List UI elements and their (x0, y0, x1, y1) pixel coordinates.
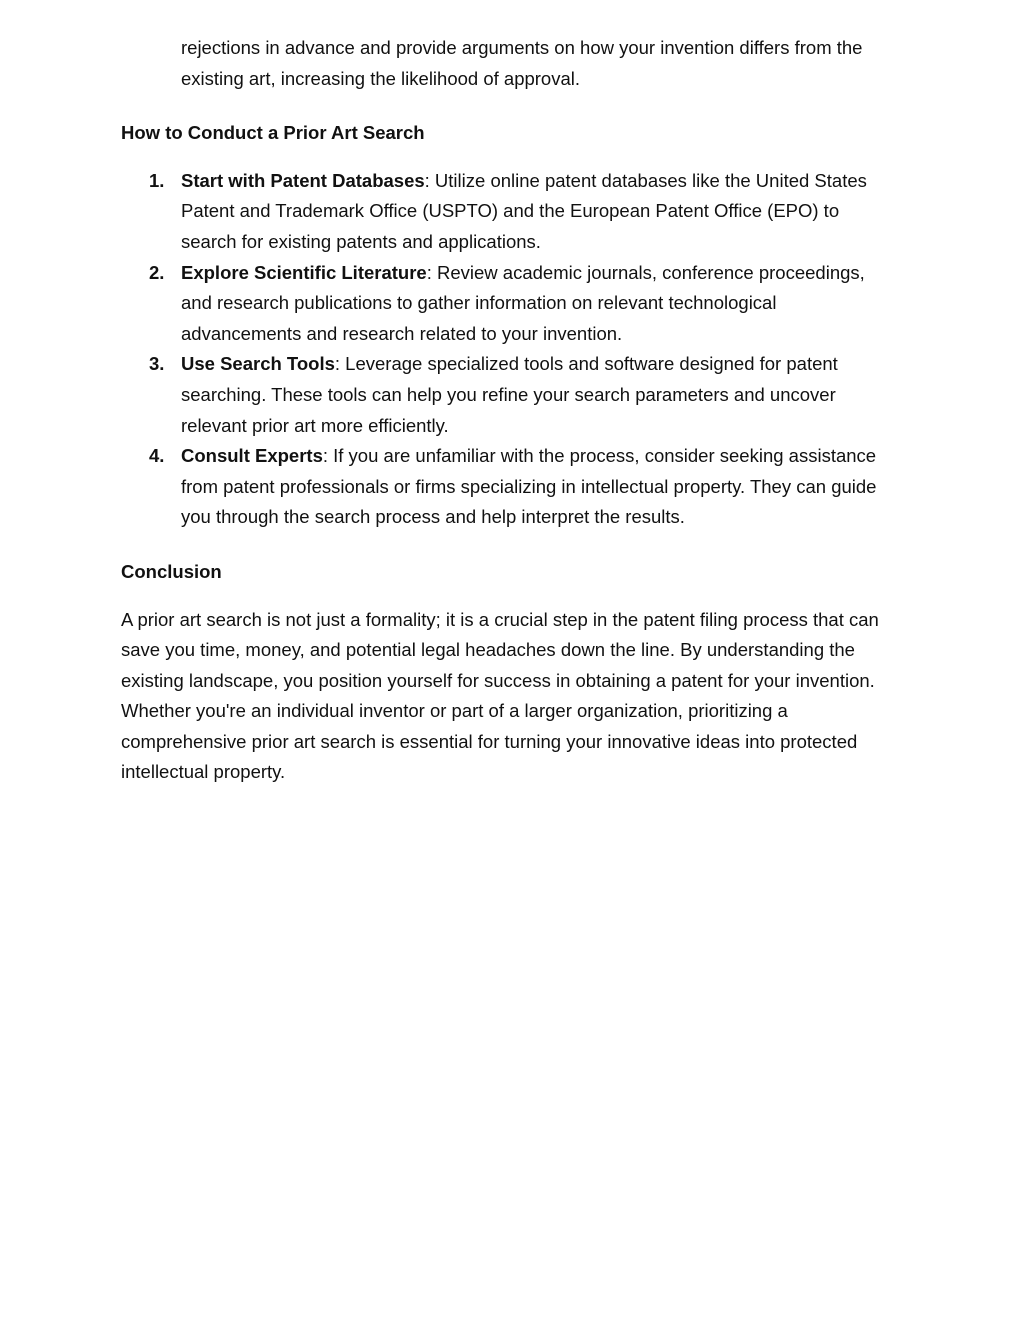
step-term: Consult Experts (181, 445, 323, 467)
step-text: : Review academic journals, conference proceedings, and research publications to gather information on relevant technological advancements and research related to your invention. (181, 261, 865, 344)
step-text: : Utilize online patent databases like the United States Patent and Trademark Office (USPTO) and the European Patent Office (EPO) to search for existing patents and applications. (181, 169, 867, 252)
list-number: 2. (149, 261, 165, 283)
list-number: 1. (149, 169, 165, 191)
section-heading: How to Conduct a Prior Art Search (121, 122, 425, 144)
list-number: 3. (149, 353, 165, 375)
step-term: Explore Scientific Literature (181, 261, 427, 283)
document-page (121, 33, 891, 788)
list-item (121, 441, 891, 533)
step-term: Use Search Tools (181, 353, 335, 375)
conclusion-paragraph: A prior art search is not just a formality; it is a crucial step in the patent filing process that can save you time, money, and potential legal headaches down the line. By understanding the existing landscape, you position yourself for success in obtaining a patent for your invention. Whether you're an individual inventor or part of a larger organization, prioritizing a comprehensive prior art search is essential for turning your innovative ideas into protected intellectual property. (121, 608, 879, 783)
list-item (121, 349, 891, 441)
list-number: 4. (149, 445, 165, 467)
list-item (121, 166, 891, 258)
step-text: : If you are unfamiliar with the process, consider seeking assistance from patent professionals or firms specializing in intellectual property. They can guide you through the search process and help interpret the results. (181, 445, 877, 528)
conclusion-heading: Conclusion (121, 560, 222, 582)
step-term: Start with Patent Databases (181, 169, 425, 191)
step-text: : Leverage specialized tools and software designed for patent searching. These tools can help you refine your search parameters and uncover relevant prior art more efficiently. (181, 353, 838, 436)
steps-list (121, 166, 891, 533)
intro-continuation: rejections in advance and provide arguments on how your invention differs from the existing art, increasing the likelihood of approval. (181, 37, 863, 89)
list-item (121, 258, 891, 350)
